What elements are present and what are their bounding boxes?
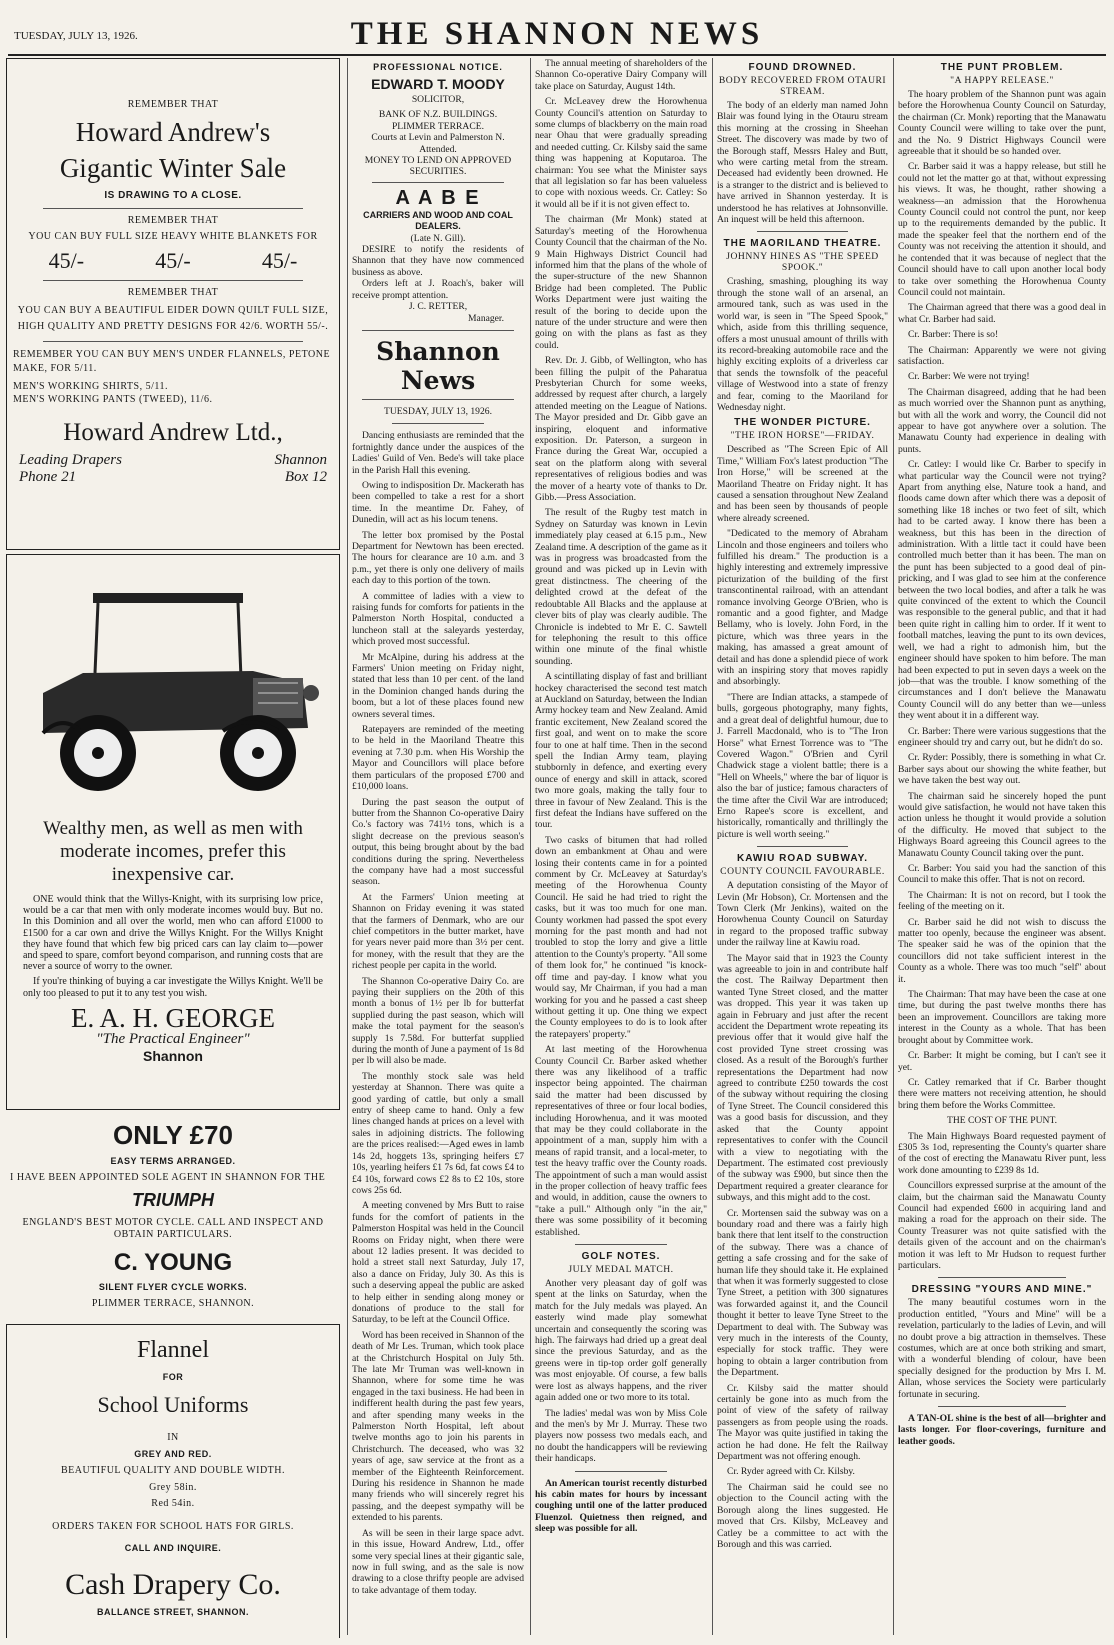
article-paragraph: The annual meeting of shareholders of the Shannon Co-operative Dairy Company will take place on Saturday, August 14th.	[535, 58, 707, 92]
article-paragraph: The Chairman: Apparently we were not giving satisfaction.	[898, 344, 1106, 367]
section-heading: THE WONDER PICTURE.	[734, 417, 871, 429]
article-paragraph: Cr. Kilsby said the matter should certainly be gone into as much from the point of view of the safety of railway passengers as from people using the roads. The Mayor was quite justified in taking the action he had done. He felt the Railway Department was not offering enough.	[717, 1382, 888, 1463]
section-heading: DRESSING "YOURS AND MINE."	[911, 1284, 1093, 1296]
article-paragraph: Mr McAlpine, during his address at the Farmers' Union meeting on Friday night, stated that less than 10 per cent. of the land in the Dominion changed hands during the boom, but a lot of these places found new owners several times.	[352, 651, 524, 720]
masthead-date: TUESDAY, JULY 13, 1926.	[14, 30, 138, 42]
article-paragraph: The ladies' medal was won by Miss Cole and the men's by Mr J. Murray. These two players now possess two medals each, and no doubt the handicappers will be reviewing their handicaps.	[535, 1407, 707, 1465]
section-heading: PROFESSIONAL NOTICE.	[373, 62, 503, 72]
ad-line: MEN'S WORKING SHIRTS, 5/11.	[13, 381, 168, 393]
ad-line: PLIMMER TERRACE, SHANNON.	[91, 1298, 255, 1310]
article-paragraph: Another very pleasant day of golf was spent at the links on Saturday, when the match for the July medals was played. An easterly wind made play somewhat uncertain and consequently the scoring was high. The fairways had dried up a great deal since the previous Saturday, and as the greens were in tip-top order golf generally was most enjoyable. Of course, a few balls were lost as always happens, and the river again added one or two more to its total.	[535, 1278, 707, 1404]
article-paragraph: Cr. McLeavey drew the Horowhenua County Council's attention on Saturday to some clumps of blackberry on the main road near Ohau that were gradually spreading and needed cutting. Cr. Kilsby said the same thing was happening at Koputaroa. The chairman: You see what the Minister says that all legislation so far has been valueless to cope with noxious weeds. Cr. Catley: So it would all be if it is not given effect to.	[535, 96, 707, 210]
article-paragraph: The letter box promised by the Postal Department for Newtown has been erected. The hours for clearance are 10 a.m. and 3 p.m., yet there is only one delivery of mails each day to this portion of the town.	[352, 529, 524, 587]
ad-firm-name: Howard Andrew Ltd.,	[63, 418, 283, 446]
ad-subline	[13, 469, 333, 486]
article-paragraph: Cr. Barber said he did not wish to discuss the matter too openly, because the engineer was absent. The speaker said he was of the opinion that the councillors did not take sufficient interest in the County as a whole. There was too much "self" about it.	[898, 916, 1106, 985]
section-heading: KAWIU ROAD SUBWAY.	[737, 853, 868, 865]
advertisements-column	[6, 58, 340, 1638]
ad-line: REMEMBER YOU CAN BUY MEN'S UNDER FLANNELS, PETONE MAKE, FOR 5/11.	[13, 349, 331, 375]
ad-firm-name: A A B E	[395, 186, 481, 209]
article-paragraph: The monthly stock sale was held yesterday at Shannon. There was quite a good yarding of cattle, but only a small entry of sheep came to hand. Only a few lines changed hands at prices on a level with sales in adjoining districts. The following are the prices realised:—Aged ewes in lamb 14s 2d, hoggets 13s, springing heifers £7 10s, yearling heifers £1 7s 6d, fat cows £4 to £4 10s, forward cows £2 8s to £2 10s, store cows 25s 6d.	[352, 1070, 524, 1196]
ad-price: 45/-	[261, 247, 298, 273]
ad-price: 45/-	[155, 247, 191, 273]
article-paragraph: The Main Highways Board requested payment of £305 3s 1od, representing the County's quarter share of the cost of erecting the Manawatu River punt, less work done amounting to £239 8s 1d.	[898, 1130, 1106, 1176]
section-subheading: JULY MEDAL MATCH.	[568, 1264, 674, 1276]
ad-subline-right: Shannon	[274, 451, 327, 468]
ad-line: GREY AND RED.	[134, 1448, 212, 1459]
column-5	[898, 58, 1106, 1638]
ad-phone: Phone 21	[19, 468, 77, 485]
cash-drapery-ad	[6, 1324, 340, 1638]
article-paragraph: The many beautiful costumes worn in the production entitled, "Yours and Mine" will be a revelation, particularly to the ladies of Levin, and will no doubt prove a big attraction in themselves. These costumes, which are at once both striking and smart, with a wonderful blending of colour, have been specially designed for the production by Mrs I. M. Allan, whose services the Society were particularly fortunate in securing.	[898, 1297, 1106, 1400]
howard-andrew-ad	[6, 58, 340, 550]
ad-headline: Gigantic Winter Sale	[59, 153, 287, 184]
ad-line: MEN'S WORKING PANTS (TWEED), 11/6.	[13, 394, 213, 406]
article-paragraph: Cr. Ryder: Possibly, there is something in what Cr. Barber says about our showing the white feather, but we have taken the best way out.	[898, 752, 1106, 787]
ad-headline: Wealthy men, as well as men with moderate incomes, prefer this inexpensive car.	[43, 818, 303, 885]
c-young-ad	[6, 1114, 340, 1322]
article-paragraph: An American tourist recently disturbed his cabin mates for hours by incessant coughing until one of the latter produced Fluenzol. Quietness then reigned, and sleep was possible for all.	[535, 1477, 707, 1535]
ad-body: ONE would think that the Willys-Knight, with its surprising low price, would be a car that men with only moderate incomes would buy. But no. In this Dominion and all over the world, men who can afford £1000 to £1500 for a car own and drive the Willys Knight. For the Willys Knight they have found that which few big priced cars can lay claim to—power and speed to spare, comfort beyond comparison, and running costs that are never a source of worry to the owner.	[23, 894, 323, 973]
column-rule	[893, 58, 894, 1635]
ad-line: Grey 58in.	[149, 1481, 197, 1493]
article-paragraph: At last meeting of the Horowhenua County Council Cr. Barber asked whether there was any likelihood of a traffic inspector being appointed. The chairman said the matter had been discussed by representatives of three or four local bodies, including Horowhenua, and it was mooted that may be they could collaborate in the appointment of a man, supply him with a means of rapid transit, and a local-meter, to test the heavy traffic over the County roads. The appointment of such a man would assist in the proper collection of heavy traffic fees and would, in addition, cause the owners to "take a pull." Although only "in the air," there was some possibility of it becoming established.	[535, 1044, 707, 1238]
article-paragraph: The chairman (Mr Monk) stated at Saturday's meeting of the Horowhenua County Council that the chairman of the No. 9 Main Highways District Council had informed him that the plans of the whole of the super-structure of the new Shannon Bridge had been completed. The Public Works Department were just waiting the result of the boring to decide upon the nature of the under structure and were then going on with the plans as fast as they could.	[535, 214, 707, 351]
column-rule	[347, 58, 348, 1635]
paper-nameplate: Shannon News	[376, 336, 500, 395]
article-paragraph: Cr. Mortensen said the subway was on a boundary road and there was a fairly high bank there that lent itself to the construction of the subway. There was a chance of getting a safe crossing and for the sake of human life they should take it. He explained that when it was formerly suggested to close Tyne Street, a petition with 300 signatures was forwarded against it, and the Council thought it better to leave Tyne Street to the Department to deal with. The Subway was very much in the interests of the County, especially for stock traffic. They were hoping to obtain a larger contribution from the Department.	[717, 1207, 888, 1379]
ad-line: EASY TERMS ARRANGED.	[110, 1156, 236, 1166]
ad-line: IS DRAWING TO A CLOSE.	[104, 190, 242, 202]
ad-line: ORDERS TAKEN FOR SCHOOL HATS FOR GIRLS.	[52, 1521, 294, 1533]
section-heading: THE PUNT PROBLEM.	[940, 62, 1064, 73]
ad-line: PLIMMER TERRACE.	[391, 120, 485, 132]
article-paragraph: During the past season the output of butter from the Shannon Co-operative Dairy Co.'s factory was 741½ tons, which is a slight decrease on the previous season's output, this being brought about by the bad conditions during the spring. Nevertheless the company have had a most successful season.	[352, 796, 524, 888]
article-paragraph: The Chairman: That may have been the case at one time, but during the past twelve months there has been an improvement. Councillors are taking more interest in the County as a whole. That has been brought about by Committee work.	[898, 989, 1106, 1046]
article-paragraph: At the Farmers' Union meeting at Shannon on Friday evening it was stated that the farmers of Denmark, who are our chief competitors in the butter market, have for years never paid more than 3½ per cent. for money, with the result that they are the richest people per capita in the world.	[352, 891, 524, 972]
ad-line: ENGLAND'S BEST MOTOR CYCLE. CALL AND INSPECT AND OBTAIN PARTICULARS.	[22, 1216, 324, 1240]
ad-line: CALL AND INQUIRE.	[124, 1542, 222, 1553]
ad-signature: J. C. RETTER,	[408, 301, 468, 313]
section-heading: THE MAORILAND THEATRE.	[723, 238, 882, 250]
article-paragraph: A TAN-OL shine is the best of all—brighter and lasts longer. For floor-coverings, furniture and leather goods.	[898, 1413, 1106, 1447]
section-subheading: "THE IRON HORSE"—FRIDAY.	[730, 430, 875, 442]
ad-line: (Late N. Gill).	[410, 232, 466, 244]
article-paragraph: The result of the Rugby test match in Sydney on Saturday was known in Levin immediately play ceased at 6.15 p.m., New Zealand time. A description of the game as it was in progress was broadcasted from the ground and was picked up in Levin with great distinctness. The cheering of the delighted crowd at the defeat of the redoubtable All Blacks and the applause at clever bits of play was clearly audible. The Chronicle is indebted to Mr E. C. Sawtell for telephoning the result to this office within one minute of the final whistle sounding.	[535, 507, 707, 667]
column-3	[535, 58, 707, 1638]
ad-body: DESIRE to notify the residents of Shannon that they have now commenced business as above.	[352, 244, 524, 278]
section-subheading: "A HAPPY RELEASE."	[950, 75, 1054, 86]
ad-line: IN	[167, 1432, 179, 1444]
article-paragraph: As will be seen in their large space advt. in this issue, Howard Andrew, Ltd., offer some very special lines at their gigantic sale, now in full swing, and as the sale is now drawing to a close thrifty people are advised to take advantage of them today.	[352, 1527, 524, 1596]
column-rule	[712, 58, 713, 1635]
article-paragraph: "Dedicated to the memory of Abraham Lincoln and those engineers and toilers who fulfilled his dream." The production is a highly interesting and extremely impressive picturization of the building of the first transcontinental railroad, with an attendant romance involving George O'Brien, who is romantic and a good fighter, and Madge Bellamy, who is lovely. John Ford, in the picture, which was three years in the making, has amassed a great amount of detail and has done a splendid piece of work with an inspiring story that moves rapidly and absorbingly.	[717, 528, 888, 688]
price-row	[13, 248, 333, 274]
ad-headline: Howard Andrew's	[75, 117, 271, 148]
ad-line: MONEY TO LEND ON APPROVED SECURITIES.	[364, 155, 512, 178]
ad-line: SOLICITOR,	[411, 94, 465, 105]
article-subhead: THE COST OF THE PUNT.	[946, 1115, 1058, 1127]
ad-line: REMEMBER THAT	[127, 99, 219, 110]
ad-firm-name: E. A. H. GEORGE	[71, 1002, 275, 1033]
article-paragraph: The hoary problem of the Shannon punt was again before the Horowhenua County Council on Saturday, the chairman (Cr. Monk) reporting that the Manawatu County Council were willing to take over the punt, and the No. 9 District Highways Council were agreeable that it should be so handed over.	[898, 89, 1106, 158]
masthead-title: THE SHANNON NEWS	[350, 16, 764, 52]
article-paragraph: Ratepayers are reminded of the meeting to be held in the Maoriland Theatre this evening at 7.30 p.m. when His Worship the Mayor and Councillors will place before them particulars of the proposed £700 and £10,000 loans.	[352, 724, 524, 793]
ad-body: If you're thinking of buying a car investigate the Willys Knight. We'll be only too pleased to put it to any test you wish.	[23, 976, 323, 999]
ad-line: YOU CAN BUY A BEAUTIFUL EIDER DOWN QUILT FULL SIZE, HIGH QUALITY AND PRETTY DESIGNS FOR 42/6. WORTH 55/-.	[17, 305, 329, 333]
article-paragraph: Crashing, smashing, ploughing its way through the stone wall of an arsenal, an armoured tank, such as was used in the world war, is seen in "The Speed Spook," which, aside from this thrilling sequence, offers a most unusual amount of thrills with its record-breaking automobile race and the highly exciting exploits of a driverless car that sends the townsfolk of the peaceful village of Westwood into a state of frenzy and fear, coming to the Maoriland for Wednesday night.	[717, 276, 888, 413]
ad-body: Orders left at J. Roach's, baker will receive prompt attention.	[352, 278, 524, 301]
article-paragraph: Described as "The Screen Epic of All Time," William Fox's latest production "The Iron Horse," will be screened at the Maoriland Theatre on Friday night. It has caused a sensation throughout New Zealand and has been seen by thousands of people where already screened.	[717, 444, 888, 524]
ad-line: REMEMBER THAT	[127, 214, 219, 226]
willys-knight-ad	[6, 554, 340, 1110]
section-subheading: COUNTY COUNCIL FAVOURABLE.	[720, 866, 885, 878]
ad-town: Shannon	[143, 1047, 203, 1064]
article-paragraph: The Chairman agreed that there was a good deal in what Cr. Barber had said.	[898, 302, 1106, 325]
ad-subline-left: Leading Drapers	[19, 451, 122, 468]
ad-line: BALLANCE STREET, SHANNON.	[96, 1607, 249, 1618]
article-paragraph: A scintillating display of fast and brilliant hockey characterised the second test match at Auckland on Saturday, between the Indian Army hockey team and New Zealand. Amid frantic excitement, New Zealand scored the first goal, and went on to make the score four to one at half time. Then in the second spell the Indian Army team, playing stubbornly in defence, and exerting every ounce of energy and skill in attack, scored two more goals, making the tally four to three in favour of New Zealand. This is the first defeat the Indians have suffered on the tour.	[535, 671, 707, 831]
article-paragraph: "There are Indian attacks, a stampede of bulls, gorgeous photography, many fights, and a great deal of delightful humour, due to J. Farrell Macdonald, who is to "The Iron Horse" what Ernest Torrence was to "The Covered Wagon." O'Brien and Cyril Chadwick stage a violent battle; there is a "Hell on Wheels," where the bar of liquor is also the bar of justice; famous characters of the time after the Civil War are introduced; Erno Rapee's score is excellent, and historically, romantically and thrillingly the picture is well worth seeing."	[717, 691, 888, 840]
section-subheading: BODY RECOVERED FROM OTAURI STREAM.	[718, 75, 887, 97]
article-paragraph: Cr. Catley: I would like Cr. Barber to specify in what particular way the Council were not trying? Apart from anything else, Nature took a hand, and floods came down after which there was a deposit of something like 18 inches or two feet of silt, which had to be carted away. I know there has been a weakness, but this has been in the direction of administration. With a little tact it could have been controlled much better than it has been. The man on the punt has been subjected to a good deal of pin-pricking, and I was glad to see him at the conference between the two local bodies, and after a talk he was quite convinced of the extent to which the Council was responsible to the general public, and that it had been quite right in calling him to order. If it went to football matches, leaving the punt to its own devices, well, we had a right to admonish him, but the engineer should have spoken to him before. The man had been expected to put in seven days a week on the job—that was the trouble. I know something of the circumstances and I don't believe the Manawatu County Council will do any better than we—unless they went about it in a different way.	[898, 459, 1106, 722]
article-paragraph: Word has been received in Shannon of the death of Mr Les. Truman, which took place at the Christchurch Hospital on July 5th. The late Mr Truman was well-known in Shannon, where for some time he was engaged in the taxi business. He had been in indifferent health during the past few years, and after spending many weeks in the Palmerston North Hospital, left about twelve months ago to join his parents in Christchurch. The deceased, who was 32 years of age, saw service at the front as a member of the Eighteenth Reinforcement. During his residence in Shannon he made many friends who will sincerely regret his passing, and the deepest sympathy will be extended to his parents.	[352, 1329, 524, 1524]
article-paragraph: Two casks of bitumen that had rolled down an embankment at Ohau and were losing their contents came in for a pointed comment by Cr. McLeavey at Saturday's meeting of the Horowhenua County Council. He said he had tried to right the casks, but it was too much for one man. County workmen had passed the spot every morning for the past month and had not troubled to stop the lorry and give a little attention to the County's property. "All some of them look for," he continued "is knock-off time and pay-day. I know what you would say, Mr Chairman, if you had a man working for you and he passed a cast sheep without getting it up. One thing we expect the County employees to do is to look after the ratepayers' property."	[535, 834, 707, 1040]
ad-box: Box 12	[284, 468, 327, 485]
section-heading: GOLF NOTES.	[581, 1251, 661, 1263]
article-paragraph: Cr. Barber: We were not trying!	[908, 371, 1030, 383]
article-paragraph: Cr. Barber: There were various suggestions that the engineer should try and carry out, but he didn't do so.	[898, 725, 1106, 748]
ad-firm-name: EDWARD T. MOODY	[371, 76, 505, 92]
article-paragraph: A deputation consisting of the Mayor of Levin (Mr Hobson), Cr. Mortensen and the Town Clerk (Mr Jenkins), waited on the Horowhenua County Council on Saturday in regard to the proposed traffic subway under the railway line at Kawiu road.	[717, 880, 888, 949]
article-paragraph: The Chairman: It is not on record, but I took the feeling of the meeting on it.	[898, 889, 1106, 913]
column-rule	[530, 58, 531, 1635]
ad-subline	[13, 452, 333, 469]
article-paragraph: The Mayor said that in 1923 the County was agreeable to join in and contribute half the cost. The Railway Department then wanted Tyne Street closed, and the matter was dropped. This year it was taken up again in February and just after the recent accident the Department wrote repeating its previous offer that it would give half the cost provided Tyne street crossing was closed. As a result of the Borough's further representations the Department had now agreed to contribute £250 towards the cost of the subway without requiring the closing of Tyne Street. The Council considered this was a good basis for discussion, and they asked that the County appoint representatives to confer with the Council with a view to negotiating with the Department. The estimated cost previously of the subway was £900, but since then the Department required a greater clearance for subways, and this might add to the cost.	[717, 952, 888, 1204]
article-paragraph: A meeting convened by Mrs Butt to raise funds for the comfort of patients in the Palmerston Hospital was held in the Council Rooms on Friday night, when there were about 12 ladies present. It was decided to hold a street stall next Saturday, July 17, also a dance on Friday, July 30. As this is such a deserving appeal the public are asked to help either in sending along money or donations of produce to the stall for Saturday, to be left at the Council Office.	[352, 1200, 524, 1326]
ad-line: YOU CAN BUY FULL SIZE HEAVY WHITE BLANKETS FOR	[28, 231, 318, 243]
ad-line: BANK OF N.Z. BUILDINGS.	[378, 109, 498, 121]
column-2	[352, 58, 524, 1638]
masthead-rule	[8, 54, 1106, 56]
ad-line: FOR	[162, 1372, 184, 1382]
article-paragraph: Cr. Barber: You said you had the sanction of this Council to make this offer. That is not on record.	[898, 863, 1106, 886]
article-paragraph: Cr. Barber: It might be coming, but I can't see it yet.	[898, 1050, 1106, 1073]
ad-headline: ONLY £70	[113, 1120, 233, 1150]
ad-firm-name: C. YOUNG	[113, 1248, 233, 1276]
article-paragraph: Cr. Barber said it was a happy release, but still he could not let the matter go at that, without expressing his views. It was, he thought, rather showing a weakness—an admission that the Horowhenua County Council could not control the punt, nor keep up to the requirements demanded by the public. It made the speaker feel that the northern end of the County was not receiving the attention it should, and he contended that it was because of neglect that the Council should have to call upon another local body to take over something the Horowhenua County Council could not maintain.	[898, 161, 1106, 298]
ad-firm-name: Cash Drapery Co.	[65, 1568, 281, 1602]
article-paragraph: The Shannon Co-operative Dairy Co. are paying their suppliers on the 20th of this month a bonus of 1½ per lb for butterfat supplied during the past season, which will make the total payment for the season's supply 1s 7.58d. For butterfat supplied during the month of June a payment of 1s 8d per lb will also be made.	[352, 975, 524, 1067]
section-heading: FOUND DROWNED.	[748, 62, 857, 73]
column-4	[717, 58, 888, 1638]
ad-line: Manager.	[468, 312, 504, 324]
article-paragraph: Owing to indisposition Dr. Mackerath has been compelled to take a rest for a short time. In the meantime Dr. Fahey, of Dunedin, will act as his locum tenens.	[352, 479, 524, 526]
article-paragraph: The body of an elderly man named John Blair was found lying in the Otauru stream this morning at the crossing in Sheehan Street. The discovery was made by two of the Borough staff, Messrs Haley and Butt, who were carting metal from the stream. Deceased had evidently been drowned. He is a stranger to the district and is believed to have arrived in Shannon yesterday. It is understood he has relatives at Johnsonville. An inquest will be held this afternoon.	[717, 100, 888, 226]
car-illustration	[23, 563, 323, 813]
ad-line: BEAUTIFUL QUALITY AND DOUBLE WIDTH.	[60, 1465, 286, 1477]
ad-price: 45/-	[48, 247, 85, 273]
ad-line: Red 54in.	[151, 1498, 195, 1510]
article-paragraph: The Chairman said he could see no objection to the Council acting with the Borough along the lines suggested. He moved that Crs. Kilsby, McLeavey and Catley be a committee to act with the Borough and this was carried.	[717, 1481, 888, 1550]
article-paragraph: Rev. Dr. J. Gibb, of Wellington, who has been filling the pulpit of the Paharatua Presbyterian Church for some weeks, addressed by request after church, a largely attended meeting on the League of Nations. The Mayor presided and Dr. Gibb gave an inspiring, eloquent and informative exposition. Dr. Paterson, a surgeon in France during the Great War, occupied a seat on the platform along with several representatives of religious bodies and was the mover of a hearty vote of thanks to Dr. Gibb.—Press Association.	[535, 355, 707, 504]
article-paragraph: Cr. Ryder agreed with Cr. Kilsby.	[727, 1466, 855, 1478]
ad-headline: Flannel	[137, 1337, 209, 1363]
ad-line: REMEMBER THAT	[127, 286, 219, 298]
ad-tagline: "The Practical Engineer"	[96, 1030, 250, 1047]
ad-line: Courts at Levin and Palmerston N. Attended.	[371, 132, 505, 155]
paper-date: TUESDAY, JULY 13, 1926.	[384, 405, 492, 417]
section-subheading: JOHNNY HINES AS "THE SPEED SPOOK."	[726, 251, 879, 274]
ad-brand: TRIUMPH	[132, 1189, 214, 1210]
ad-line: I HAVE BEEN APPOINTED SOLE AGENT IN SHANNON FOR THE	[10, 1172, 326, 1184]
article-paragraph: Councillors expressed surprise at the amount of the claim, but the chairman said the Manawatu County Council had expended £600 in acquiring land and making a road for the approach on their side. The County Treasurer was not quite satisfied with the details given of the account and on the chairman's motion it was left to Mr Hudson to request further particulars.	[898, 1180, 1106, 1271]
article-paragraph: The chairman said he sincerely hoped the punt would give satisfaction, he would not have taken this action unless he thought it would provide a solution of the difficulty. He moved that subject to the Highways Board agreeing this Council agrees to the Manawatu County Council taking over the punt.	[898, 790, 1106, 859]
article-paragraph: The Chairman disagreed, adding that he had been as much worried over the Shannon punt as anything, but with all the work and worry, the Council did not appear to have got anywhere over a solution. The Manawatu County had experience in dealing with punts.	[898, 386, 1106, 455]
article-paragraph: A committee of ladies with a view to raising funds for comforts for patients in the Palmerston North Hospital, conducted a luncheon stall at the saleyards yesterday, which proved most successful.	[352, 590, 524, 648]
ad-headline: School Uniforms	[97, 1392, 249, 1418]
ad-line: SILENT FLYER CYCLE WORKS.	[98, 1281, 248, 1292]
article-paragraph: Cr. Barber: There is so!	[908, 329, 999, 341]
article-paragraph: Dancing enthusiasts are reminded that the fortnightly dance under the auspices of the Ladies' Guild of Ven. Bede's will take place in the Parish Hall this evening.	[352, 430, 524, 476]
ad-line: CARRIERS AND WOOD AND COAL DEALERS.	[363, 209, 513, 232]
article-paragraph: Cr. Catley remarked that if Cr. Barber thought there were matters not receiving attention, he should bring them before the Works Committee.	[898, 1076, 1106, 1111]
